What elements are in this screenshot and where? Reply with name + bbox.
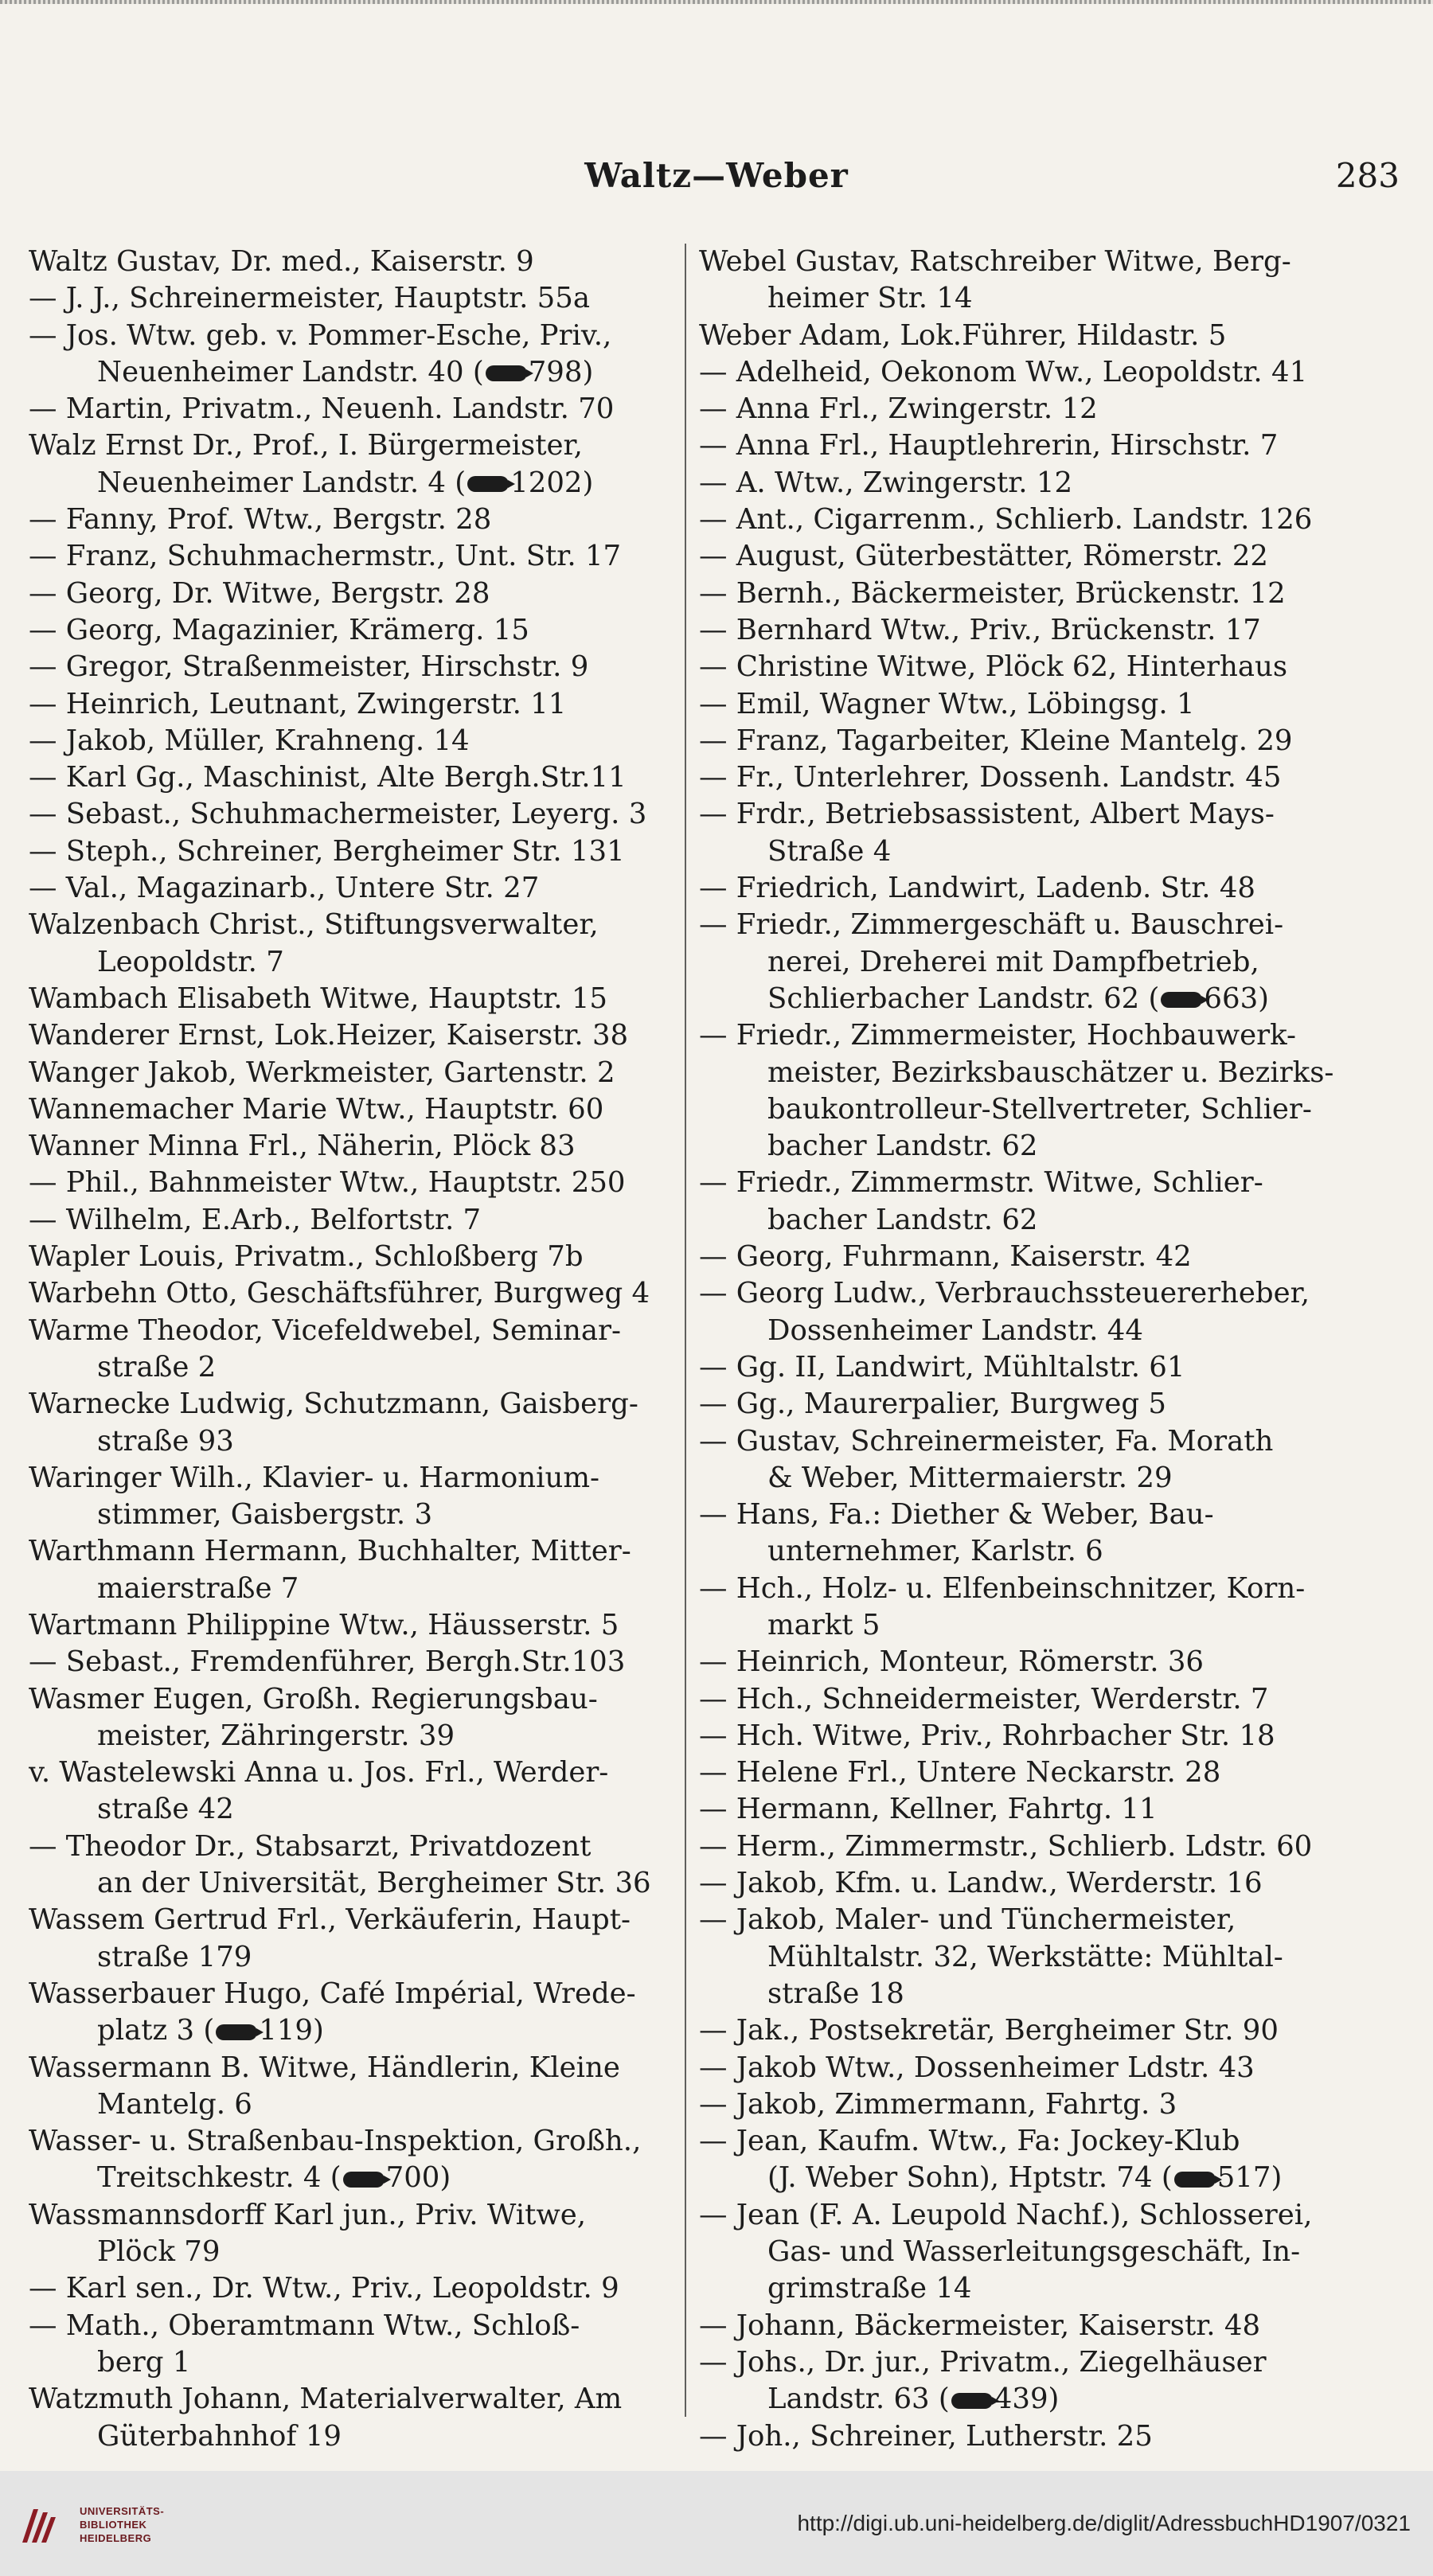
entry-text: Walzenbach Christ., Stiftungsverwalter, (29, 908, 599, 942)
entry-text: — Jos. Wtw. geb. v. Pommer-Esche, Priv., (29, 318, 612, 352)
directory-entry-line (699, 2123, 1398, 2160)
entry-text: — Friedrich, Landwirt, Ladenb. Str. 48 (699, 872, 1256, 905)
entry-text: Warme Theodor, Vicefeldwebel, Seminar- (29, 1313, 622, 1347)
entry-text: — Johann, Bäckermeister, Kaiserstr. 48 (699, 2309, 1261, 2342)
directory-entry-line (699, 796, 1398, 833)
entry-text: Webel Gustav, Ratschreiber Witwe, Berg- (699, 245, 1291, 278)
directory-entry-line (699, 2197, 1398, 2234)
entry-text: — Georg, Fuhrmann, Kaiserstr. 42 (699, 1240, 1192, 1274)
entry-text: Landstr. 63 ( (767, 2383, 950, 2416)
directory-entry-line (29, 981, 678, 1017)
directory-entry-line (29, 1865, 678, 1902)
entry-text: grimstraße 14 (767, 2272, 972, 2305)
directory-entry-line (699, 649, 1398, 685)
entry-text: — Karl Gg., Maschinist, Alte Bergh.Str.11 (29, 761, 627, 794)
entry-text: — Sebast., Schuhmachermeister, Leyerg. 3 (29, 798, 647, 831)
directory-entry-line (29, 723, 678, 759)
entry-text: — Ant., Cigarrenm., Schlierb. Landstr. 126 (699, 503, 1313, 537)
directory-entry-line (29, 1423, 678, 1460)
entry-text: Walz Ernst Dr., Prof., I. Bürgermeister, (29, 429, 583, 463)
source-url-link[interactable]: http://digi.ub.uni-heidelberg.de/diglit/AdressbuchHD1907/0321 (797, 2511, 1411, 2535)
telephone-icon (343, 2172, 385, 2188)
directory-entry-line (29, 1313, 678, 1349)
entry-text: — Math., Oberamtmann Wtw., Schloß- (29, 2309, 580, 2342)
entry-text: Plöck 79 (97, 2235, 221, 2269)
entry-text: Wasserbauer Hugo, Café Impérial, Wrede- (29, 1977, 636, 2010)
entry-text: — J. J., Schreinermeister, Hauptstr. 55a (29, 282, 590, 315)
entry-text: — Anna Frl., Hauptlehrerin, Hirschstr. 7 (699, 429, 1279, 463)
telephone-number: 700) (385, 2161, 451, 2195)
entry-text: stimmer, Gaisbergstr. 3 (97, 1498, 433, 1532)
directory-entry-line (699, 502, 1398, 538)
directory-entry-line (699, 870, 1398, 907)
entry-text: — Gustav, Schreinermeister, Fa. Morath (699, 1424, 1274, 1458)
directory-entry-line (699, 1055, 1398, 1091)
entry-text: meister, Zähringerstr. 39 (97, 1719, 455, 1752)
entry-text: maierstraße 7 (97, 1571, 299, 1605)
entry-text: — Wilhelm, E.Arb., Belfortstr. 7 (29, 1203, 482, 1236)
directory-entry-line (29, 649, 678, 685)
directory-entry-line (699, 1091, 1398, 1128)
entry-text: Weber Adam, Lok.Führer, Hildastr. 5 (699, 318, 1227, 352)
directory-entry-line (29, 1386, 678, 1423)
telephone-icon (1174, 2172, 1216, 2188)
directory-entry-line (29, 833, 678, 870)
entry-text: Warthmann Hermann, Buchhalter, Mitter- (29, 1535, 631, 1568)
entry-text: — Georg, Dr. Witwe, Bergstr. 28 (29, 576, 490, 610)
directory-entry-line (699, 1423, 1398, 1460)
library-name-line: UNIVERSITÄTS- (80, 2505, 165, 2517)
directory-entry-line (699, 944, 1398, 981)
directory-entry-line (29, 1681, 678, 1718)
directory-entry-line (29, 759, 678, 796)
entry-text: bacher Landstr. 62 (767, 1130, 1038, 1163)
entry-text: — Herm., Zimmermstr., Schlierb. Ldstr. 60 (699, 1829, 1313, 1863)
entry-text: heimer Str. 14 (767, 282, 973, 315)
directory-entry-line (29, 1275, 678, 1312)
directory-entry-line (699, 723, 1398, 759)
directory-entry-line (699, 427, 1398, 464)
entry-text: Wassermann B. Witwe, Händlerin, Kleine (29, 2051, 620, 2084)
entry-text: baukontrolleur-Stellvertreter, Schlier- (767, 1092, 1312, 1126)
entry-text: — Hch. Witwe, Priv., Rohrbacher Str. 18 (699, 1719, 1275, 1752)
entry-text: — Hermann, Kellner, Fahrtg. 11 (699, 1793, 1158, 1826)
entry-text: — Martin, Privatm., Neuenh. Landstr. 70 (29, 392, 615, 426)
entry-text: unternehmer, Karlstr. 6 (767, 1535, 1103, 1568)
entry-text: — Gregor, Straßenmeister, Hirschstr. 9 (29, 650, 589, 684)
entry-text: — Sebast., Fremdenführer, Bergh.Str.103 (29, 1645, 626, 1679)
entry-text: straße 42 (97, 1793, 234, 1826)
entry-text: — Christine Witwe, Plöck 62, Hinterhaus (699, 650, 1288, 684)
entry-text: bacher Landstr. 62 (767, 1203, 1038, 1236)
entry-text: — Heinrich, Leutnant, Zwingerstr. 11 (29, 687, 567, 720)
directory-entry-line (699, 981, 1398, 1017)
entry-text: — Val., Magazinarb., Untere Str. 27 (29, 872, 540, 905)
entry-text: — Emil, Wagner Wtw., Löbingsg. 1 (699, 687, 1195, 720)
scan-edge-rule (0, 0, 1433, 4)
directory-entry-line (699, 1349, 1398, 1386)
entry-text: — Anna Frl., Zwingerstr. 12 (699, 392, 1098, 426)
entry-text: Treitschkestr. 4 ( (97, 2161, 342, 2195)
directory-entry-line (29, 1091, 678, 1128)
entry-text: — Theodor Dr., Stabsarzt, Privatdozent (29, 1829, 592, 1863)
entry-text: — Adelheid, Oekonom Ww., Leopoldstr. 41 (699, 355, 1308, 388)
directory-entry-line (699, 244, 1398, 280)
entry-text: Mühltalstr. 32, Werkstätte: Mühltal- (767, 1940, 1283, 1973)
library-name-line: HEIDELBERG (80, 2532, 152, 2544)
directory-entry-line (699, 2270, 1398, 2307)
university-library-logo-icon (16, 2501, 64, 2549)
directory-entry-line (29, 1718, 678, 1754)
directory-entry-line (29, 1349, 678, 1386)
entry-text: — Jak., Postsekretär, Bergheimer Str. 90 (699, 2014, 1279, 2047)
directory-entry-line (29, 576, 678, 612)
directory-entry-line (29, 1239, 678, 1275)
entry-text: — Franz, Tagarbeiter, Kleine Mantelg. 29 (699, 724, 1293, 757)
directory-entry-line (29, 944, 678, 981)
directory-entry-line (699, 1275, 1398, 1312)
entry-text: — Georg Ludw., Verbrauchssteuererheber, (699, 1277, 1310, 1310)
entry-text: Wannemacher Marie Wtw., Hauptstr. 60 (29, 1092, 604, 1126)
entry-text: Watzmuth Johann, Materialverwalter, Am (29, 2383, 623, 2416)
entry-text: — Bernhard Wtw., Priv., Brückenstr. 17 (699, 613, 1261, 646)
telephone-icon (951, 2393, 993, 2409)
entry-text: — Phil., Bahnmeister Wtw., Hauptstr. 250 (29, 1166, 626, 1200)
entry-text: — Hans, Fa.: Diether & Weber, Bau- (699, 1498, 1214, 1532)
directory-entry-line (29, 686, 678, 723)
telephone-number: 663) (1204, 982, 1270, 1015)
right-column (699, 244, 1398, 2455)
directory-entry-line (699, 1239, 1398, 1275)
directory-entry-line (29, 2050, 678, 2086)
entry-text: — Steph., Schreiner, Bergheimer Str. 131 (29, 834, 625, 868)
entry-text: Waltz Gustav, Dr. med., Kaiserstr. 9 (29, 245, 534, 278)
telephone-icon (467, 476, 509, 492)
entry-text: nerei, Dreherei mit Dampfbetrieb, (767, 945, 1259, 978)
directory-entry-line (699, 1865, 1398, 1902)
entry-text: — Karl sen., Dr. Wtw., Priv., Leopoldstr. 9 (29, 2272, 619, 2305)
directory-entry-line (29, 2123, 678, 2160)
directory-entry-line (29, 1165, 678, 1201)
entry-text: Wambach Elisabeth Witwe, Hauptstr. 15 (29, 982, 608, 1015)
directory-entry-line (699, 318, 1398, 354)
directory-entry-line (699, 2418, 1398, 2455)
entry-text: Leopoldstr. 7 (97, 945, 284, 978)
entry-text: — August, Güterbestätter, Römerstr. 22 (699, 540, 1268, 573)
telephone-number: 798) (528, 355, 594, 388)
entry-text: meister, Bezirksbauschätzer u. Bezirks- (767, 1056, 1334, 1089)
directory-entry-line (699, 2344, 1398, 2381)
directory-entry-line (699, 1128, 1398, 1165)
directory-entry-line (699, 1313, 1398, 1349)
directory-entry-line (29, 1791, 678, 1828)
library-name (80, 2504, 164, 2545)
entry-text: Straße 4 (767, 834, 892, 868)
directory-entry-line (29, 465, 678, 502)
entry-text: Wanner Minna Frl., Näherin, Plöck 83 (29, 1130, 576, 1163)
entry-text: — Fr., Unterlehrer, Dossenh. Landstr. 45 (699, 761, 1282, 794)
entry-text: — Gg. II, Landwirt, Mühltalstr. 61 (699, 1350, 1185, 1384)
directory-entry-line (699, 1791, 1398, 1828)
directory-entry-line (699, 686, 1398, 723)
entry-text: Wasmer Eugen, Großh. Regierungsbau- (29, 1682, 598, 1715)
telephone-icon (486, 365, 527, 381)
entry-text: — Jakob, Kfm. u. Landw., Werderstr. 16 (699, 1867, 1263, 1900)
directory-entry-line (29, 1644, 678, 1680)
entry-text: an der Universität, Bergheimer Str. 36 (97, 1867, 651, 1900)
entry-text: — Johs., Dr. jur., Privatm., Ziegelhäuser (699, 2345, 1267, 2379)
entry-text: berg 1 (97, 2345, 191, 2379)
directory-entry-line (699, 391, 1398, 427)
entry-text: — A. Wtw., Zwingerstr. 12 (699, 466, 1073, 499)
entry-text: platz 3 ( (97, 2014, 215, 2047)
directory-entry-line (29, 1939, 678, 1976)
entry-text: — Frdr., Betriebsassistent, Albert Mays- (699, 798, 1275, 831)
directory-entry-line (699, 2308, 1398, 2344)
directory-entry-line (699, 1533, 1398, 1570)
entry-text: — Franz, Schuhmachermstr., Unt. Str. 17 (29, 540, 622, 573)
directory-entry-line (29, 1902, 678, 1938)
entry-text: — Jakob, Maler- und Tünchermeister, (699, 1903, 1236, 1937)
directory-entry-line (699, 576, 1398, 612)
entry-text: (J. Weber Sohn), Hptstr. 74 ( (767, 2161, 1173, 2195)
directory-entry-line (29, 1202, 678, 1239)
entry-text: Waringer Wilh., Klavier- u. Harmonium- (29, 1461, 600, 1494)
directory-entry-line (29, 244, 678, 280)
directory-entry-line (699, 759, 1398, 796)
entry-text: Wasser- u. Straßenbau-Inspektion, Großh., (29, 2125, 642, 2158)
entry-text: — Friedr., Zimmermstr. Witwe, Schlier- (699, 1166, 1263, 1200)
directory-entry-line (699, 612, 1398, 649)
directory-entry-line (29, 538, 678, 575)
directory-entry-line (699, 1902, 1398, 1938)
page-number: 283 (1335, 156, 1400, 195)
telephone-number: 119) (259, 2014, 324, 2047)
entry-text: straße 179 (97, 1940, 252, 1973)
directory-entry-line (699, 1644, 1398, 1680)
directory-entry-line (29, 318, 678, 354)
directory-entry-line (29, 2086, 678, 2123)
entry-text: Neuenheimer Landstr. 40 ( (97, 355, 484, 388)
directory-entry-line (699, 1829, 1398, 1865)
entry-text: Güterbahnhof 19 (97, 2419, 342, 2453)
entry-text: Schlierbacher Landstr. 62 ( (767, 982, 1160, 1015)
directory-entry-line (29, 1829, 678, 1865)
left-column (29, 244, 678, 2455)
entry-text: straße 2 (97, 1350, 217, 1384)
directory-entry-line (699, 2050, 1398, 2086)
directory-entry-line (29, 1460, 678, 1497)
directory-entry-line (699, 2012, 1398, 2049)
entry-text: straße 18 (767, 1977, 904, 2010)
directory-entry-line (29, 1754, 678, 1791)
entry-text: Warbehn Otto, Geschäftsführer, Burgweg 4 (29, 1277, 650, 1310)
directory-entry-line (699, 280, 1398, 317)
directory-entry-line (699, 465, 1398, 502)
directory-entry-line (29, 612, 678, 649)
directory-entry-line (29, 2418, 678, 2455)
directory-entry-line (699, 1607, 1398, 1644)
directory-entry-line (699, 1202, 1398, 1239)
library-name-line: BIBLIOTHEK (80, 2519, 147, 2531)
directory-entry-line (29, 1128, 678, 1165)
entry-text: — Jakob, Zimmermann, Fahrtg. 3 (699, 2087, 1177, 2121)
directory-entry-line (29, 2012, 678, 2049)
entry-text: — Hch., Schneidermeister, Werderstr. 7 (699, 1682, 1269, 1715)
directory-entry-line (699, 1497, 1398, 1533)
directory-entry-line (699, 1939, 1398, 1976)
footer-bar (0, 2471, 1433, 2576)
directory-entry-line (699, 907, 1398, 943)
directory-entry-line (29, 2344, 678, 2381)
directory-entry-line (699, 1718, 1398, 1754)
directory-entry-line (699, 2160, 1398, 2196)
entry-text: — Hch., Holz- u. Elfenbeinschnitzer, Korn- (699, 1571, 1306, 1605)
directory-entry-line (29, 2308, 678, 2344)
directory-entry-line (699, 1017, 1398, 1054)
directory-entry-line (29, 1571, 678, 1607)
telephone-number: 1202) (510, 466, 594, 499)
directory-entry-line (29, 2197, 678, 2234)
entry-text: — Joh., Schreiner, Lutherstr. 25 (699, 2419, 1153, 2453)
entry-text: Warnecke Ludwig, Schutzmann, Gaisberg- (29, 1388, 638, 1421)
directory-entry-line (29, 1533, 678, 1570)
directory-entry-line (699, 538, 1398, 575)
entry-text: Wapler Louis, Privatm., Schloßberg 7b (29, 1240, 584, 1274)
directory-entry-line (699, 833, 1398, 870)
directory-entry-line (29, 2234, 678, 2270)
entry-text: markt 5 (767, 1608, 880, 1641)
entry-text: — Friedr., Zimmermeister, Hochbauwerk- (699, 1019, 1296, 1052)
entry-text: — Jakob, Müller, Krahneng. 14 (29, 724, 470, 757)
entry-text: — Gg., Maurerpalier, Burgweg 5 (699, 1388, 1166, 1421)
telephone-icon (216, 2024, 257, 2040)
entry-text: Dossenheimer Landstr. 44 (767, 1313, 1143, 1347)
directory-entry-line (29, 1497, 678, 1533)
directory-entry-line (699, 1460, 1398, 1497)
directory-entry-line (699, 1976, 1398, 2012)
entry-text: v. Wastelewski Anna u. Jos. Frl., Werder- (29, 1756, 609, 1790)
telephone-number: 517) (1216, 2161, 1283, 2195)
directory-entry-line (29, 354, 678, 391)
entry-text: Wassmannsdorff Karl jun., Priv. Witwe, (29, 2198, 587, 2231)
directory-entry-line (699, 1386, 1398, 1423)
entry-text: — Fanny, Prof. Wtw., Bergstr. 28 (29, 503, 492, 537)
directory-entry-line (29, 1976, 678, 2012)
column-divider (685, 244, 686, 2417)
directory-entry-line (29, 870, 678, 907)
entry-text: — Jakob Wtw., Dossenheimer Ldstr. 43 (699, 2051, 1255, 2084)
entry-text: Mantelg. 6 (97, 2087, 252, 2121)
directory-entry-line (699, 1754, 1398, 1791)
directory-entry-line (29, 2270, 678, 2307)
entry-text: Wassem Gertrud Frl., Verkäuferin, Haupt- (29, 1903, 631, 1937)
entry-text: Gas- und Wasserleitungsgeschäft, In- (767, 2235, 1301, 2269)
entry-text: & Weber, Mittermaierstr. 29 (767, 1461, 1173, 1494)
directory-entry-line (699, 354, 1398, 391)
page-title: Waltz—Weber (584, 156, 849, 195)
directory-entry-line (699, 2381, 1398, 2418)
entry-text: straße 93 (97, 1424, 234, 1458)
telephone-number: 439) (994, 2383, 1060, 2416)
entry-text: Wartmann Philippine Wtw., Häusserstr. 5 (29, 1608, 619, 1641)
directory-entry-line (699, 2234, 1398, 2270)
entry-text: — Heinrich, Monteur, Römerstr. 36 (699, 1645, 1205, 1679)
directory-entry-line (29, 280, 678, 317)
directory-entry-line (699, 1681, 1398, 1718)
entry-text: — Jean (F. A. Leupold Nachf.), Schlosserei, (699, 2198, 1313, 2231)
entry-text: — Bernh., Bäckermeister, Brückenstr. 12 (699, 576, 1286, 610)
directory-entry-line (699, 1165, 1398, 1201)
directory-entry-line (29, 427, 678, 464)
entry-text: Neuenheimer Landstr. 4 ( (97, 466, 467, 499)
entry-text: — Jean, Kaufm. Wtw., Fa: Jockey-Klub (699, 2125, 1240, 2158)
entry-text: Wanger Jakob, Werkmeister, Gartenstr. 2 (29, 1056, 615, 1089)
directory-entry-line (29, 796, 678, 833)
directory-entry-line (29, 907, 678, 943)
directory-entry-line (29, 1055, 678, 1091)
directory-entry-line (699, 2086, 1398, 2123)
entry-text: — Helene Frl., Untere Neckarstr. 28 (699, 1756, 1221, 1790)
entry-text: — Friedr., Zimmergeschäft u. Bauschrei- (699, 908, 1284, 942)
directory-entry-line (29, 2381, 678, 2418)
entry-text: Wanderer Ernst, Lok.Heizer, Kaiserstr. 38 (29, 1019, 629, 1052)
directory-entry-line (29, 1607, 678, 1644)
directory-entry-line (29, 1017, 678, 1054)
entry-text: — Georg, Magazinier, Krämerg. 15 (29, 613, 529, 646)
directory-entry-line (29, 391, 678, 427)
directory-entry-line (699, 1571, 1398, 1607)
directory-entry-line (29, 502, 678, 538)
telephone-icon (1161, 992, 1202, 1008)
directory-entry-line (29, 2160, 678, 2196)
